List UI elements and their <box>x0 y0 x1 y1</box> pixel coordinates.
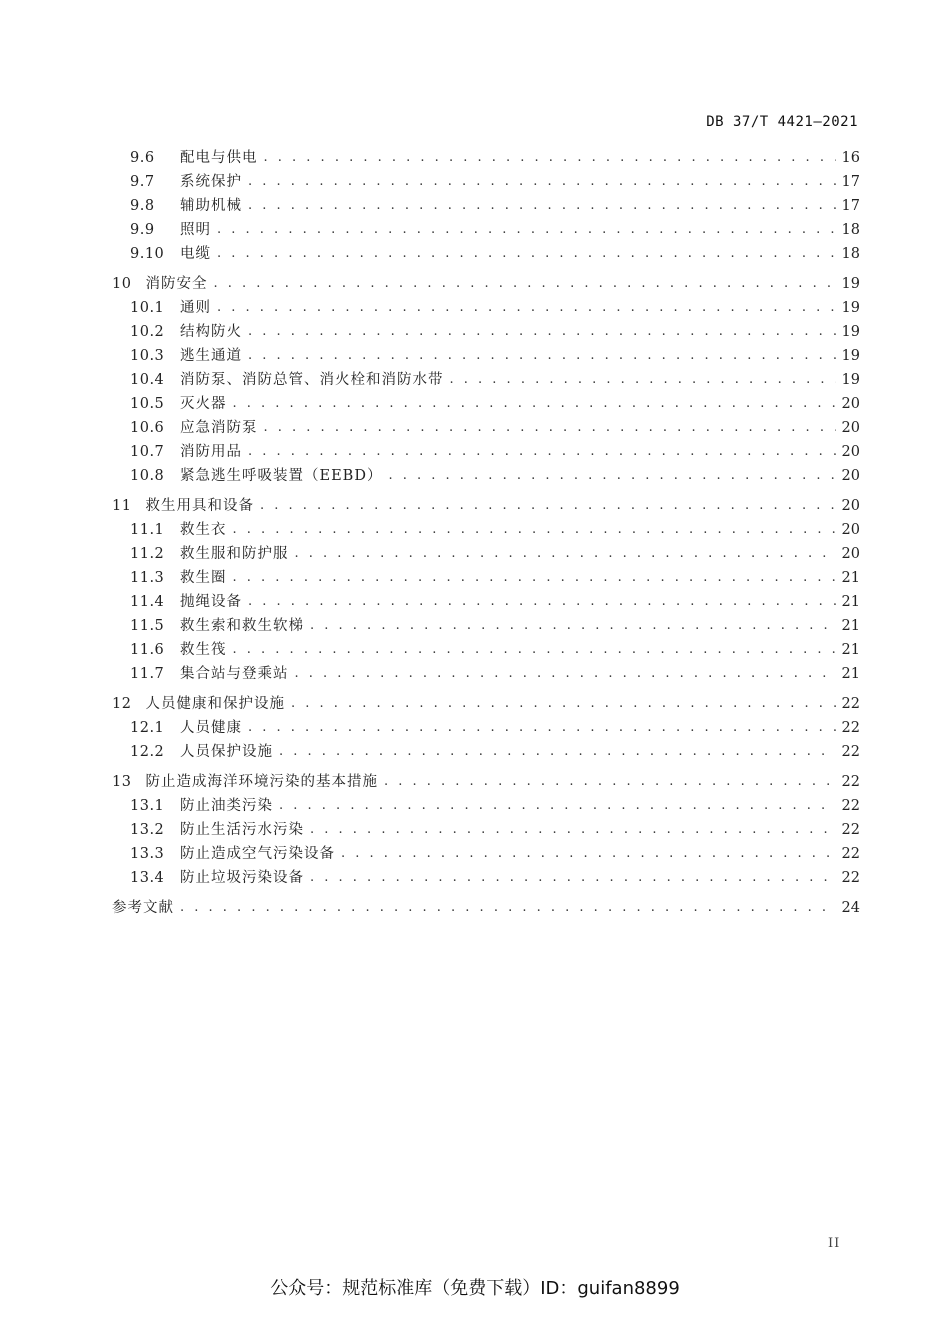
toc-entry-number: 11 <box>112 498 132 514</box>
toc-entry-page: 22 <box>841 798 860 814</box>
toc-entry-title: 结构防火 <box>180 324 242 340</box>
toc-entry-number: 12.2 <box>130 744 165 760</box>
toc-entry-number: 10.5 <box>130 396 165 412</box>
toc-section-entry[interactable] <box>112 842 860 866</box>
toc-entry-page: 19 <box>841 276 860 292</box>
toc-dot-leader <box>248 344 836 368</box>
toc-section-entry[interactable] <box>112 368 860 392</box>
toc-entry-title: 防止造成海洋环境污染的基本措施 <box>145 774 378 790</box>
toc-section-entry[interactable] <box>112 320 860 344</box>
toc-entry-title: 照明 <box>180 222 211 238</box>
toc-entry-number: 13.1 <box>130 798 165 814</box>
toc-entry-title: 集合站与登乘站 <box>180 666 289 682</box>
toc-dot-leader <box>233 392 836 416</box>
toc-entry-page: 21 <box>841 618 860 634</box>
toc-entry-page: 20 <box>841 468 860 484</box>
toc-entry-title: 消防安全 <box>145 276 208 292</box>
toc-entry-number: 10.2 <box>130 324 165 340</box>
toc-entry-page: 20 <box>841 444 860 460</box>
toc-dot-leader <box>310 866 836 890</box>
toc-dot-leader <box>279 794 836 818</box>
toc-dot-leader <box>217 296 836 320</box>
toc-dot-leader <box>248 590 836 614</box>
toc-entry-page: 17 <box>841 198 860 214</box>
toc-entry-number: 13 <box>112 774 132 790</box>
toc-entry-title: 防止垃圾污染设备 <box>180 870 304 886</box>
toc-entry-page: 19 <box>841 348 860 364</box>
toc-entry-page: 22 <box>841 774 860 790</box>
toc-entry-title: 参考文献 <box>112 900 174 916</box>
toc-dot-leader <box>264 146 836 170</box>
toc-entry-number: 10.6 <box>130 420 165 436</box>
toc-section-entry[interactable] <box>112 518 860 542</box>
toc-dot-leader <box>248 320 836 344</box>
toc-dot-leader <box>310 614 836 638</box>
toc-entry-number: 11.7 <box>130 666 165 682</box>
toc-entry-title: 防止油类污染 <box>180 798 273 814</box>
toc-entry-page: 21 <box>841 666 860 682</box>
toc-entry-number: 10.8 <box>130 468 165 484</box>
toc-entry-page: 19 <box>841 300 860 316</box>
toc-entry-page: 19 <box>841 324 860 340</box>
toc-section-entry[interactable] <box>112 614 860 638</box>
toc-dot-leader <box>248 440 836 464</box>
toc-entry-page: 19 <box>841 372 860 388</box>
toc-dot-leader <box>213 272 835 296</box>
toc-section-entry[interactable] <box>112 716 860 740</box>
toc-dot-leader <box>291 692 836 716</box>
toc-entry-title: 救生服和防护服 <box>180 546 289 562</box>
toc-entry-number: 12 <box>112 696 132 712</box>
toc-dot-leader <box>248 194 836 218</box>
toc-dot-leader <box>233 518 836 542</box>
toc-entry-number: 11.1 <box>130 522 165 538</box>
toc-dot-leader <box>384 770 836 794</box>
toc-chapter-entry[interactable] <box>112 692 860 716</box>
toc-entry-page: 22 <box>841 822 860 838</box>
toc-chapter-entry[interactable] <box>112 494 860 518</box>
toc-entry-page: 20 <box>841 522 860 538</box>
toc-entry-page: 16 <box>841 150 860 166</box>
toc-dot-leader <box>248 716 836 740</box>
toc-section-entry[interactable] <box>112 440 860 464</box>
toc-section-entry[interactable] <box>112 566 860 590</box>
toc-entry-page: 20 <box>841 498 860 514</box>
toc-section-entry[interactable] <box>112 170 860 194</box>
toc-dot-leader <box>217 218 836 242</box>
toc-entry-number: 9.6 <box>130 150 155 166</box>
toc-entry-title: 人员保护设施 <box>180 744 273 760</box>
toc-entry-title: 防止生活污水污染 <box>180 822 304 838</box>
toc-entry-page: 21 <box>841 642 860 658</box>
page-number: II <box>828 1236 841 1251</box>
toc-entry-title: 辅助机械 <box>180 198 242 214</box>
toc-entry-title: 应急消防泵 <box>180 420 258 436</box>
toc-dot-leader <box>388 464 835 488</box>
toc-entry-number: 11.4 <box>130 594 165 610</box>
toc-entry-number: 9.10 <box>130 246 165 262</box>
toc-entry-title: 救生筏 <box>180 642 227 658</box>
toc-dot-leader <box>310 818 836 842</box>
toc-dot-leader <box>260 494 836 518</box>
toc-entry-number: 13.3 <box>130 846 165 862</box>
toc-chapter-entry[interactable] <box>112 272 860 296</box>
toc-entry-page: 22 <box>841 870 860 886</box>
toc-section-entry[interactable] <box>112 344 860 368</box>
toc-dot-leader <box>233 638 836 662</box>
toc-entry-number: 9.7 <box>130 174 155 190</box>
toc-entry-page: 17 <box>841 174 860 190</box>
toc-entry-page: 18 <box>841 246 860 262</box>
toc-entry-title: 系统保护 <box>180 174 242 190</box>
toc-entry-number: 9.9 <box>130 222 155 238</box>
toc-entry-title: 通则 <box>180 300 211 316</box>
toc-section-entry[interactable] <box>112 392 860 416</box>
toc-section-entry[interactable] <box>112 638 860 662</box>
toc-entry-page: 20 <box>841 546 860 562</box>
toc-entry-number: 10.7 <box>130 444 165 460</box>
toc-entry-number: 10.3 <box>130 348 165 364</box>
toc-entry-title: 救生衣 <box>180 522 227 538</box>
toc-entry-page: 20 <box>841 420 860 436</box>
toc-section-entry[interactable] <box>112 296 860 320</box>
toc-entry-page: 22 <box>841 696 860 712</box>
toc-dot-leader <box>180 896 836 920</box>
toc-dot-leader <box>279 740 836 764</box>
toc-section-entry[interactable] <box>112 242 860 266</box>
toc-entry-number: 12.1 <box>130 720 165 736</box>
toc-entry-title: 逃生通道 <box>180 348 242 364</box>
toc-dot-leader <box>264 416 836 440</box>
toc-section-entry[interactable] <box>112 818 860 842</box>
toc-entry-title: 配电与供电 <box>180 150 258 166</box>
toc-entry-title: 人员健康和保护设施 <box>145 696 285 712</box>
toc-section-entry[interactable] <box>112 866 860 890</box>
toc-entry-page: 18 <box>841 222 860 238</box>
footer-watermark-text: 公众号：规范标准库（免费下载）ID：guifan8899 <box>270 1278 680 1299</box>
toc-dot-leader <box>233 566 836 590</box>
toc-entry-number: 10 <box>112 276 132 292</box>
toc-entry-number: 10.4 <box>130 372 165 388</box>
toc-entry-number: 11.6 <box>130 642 165 658</box>
document-code: DB 37/T 4421—2021 <box>706 114 858 130</box>
toc-entry-number: 11.3 <box>130 570 165 586</box>
toc-section-entry[interactable] <box>112 194 860 218</box>
toc-section-entry[interactable] <box>112 416 860 440</box>
toc-section-entry[interactable] <box>112 740 860 764</box>
toc-entry-title: 灭火器 <box>180 396 227 412</box>
toc-dot-leader <box>295 542 836 566</box>
toc-dot-leader <box>450 368 836 392</box>
toc-entry-title: 消防用品 <box>180 444 242 460</box>
toc-entry-title: 救生用具和设备 <box>145 498 254 514</box>
toc-entry-title: 消防泵、消防总管、消火栓和消防水带 <box>180 372 444 388</box>
toc-entry-number: 9.8 <box>130 198 155 214</box>
toc-entry-page: 22 <box>841 744 860 760</box>
toc-entry-page: 20 <box>841 396 860 412</box>
toc-entry-title: 人员健康 <box>180 720 242 736</box>
toc-entry-page: 21 <box>841 570 860 586</box>
toc-section-entry[interactable] <box>112 662 860 686</box>
toc-entry-title: 救生圈 <box>180 570 227 586</box>
toc-dot-leader <box>217 242 836 266</box>
toc-entry-title: 电缆 <box>180 246 211 262</box>
toc-chapter-entry[interactable] <box>112 770 860 794</box>
toc-entry-title: 紧急逃生呼吸装置（EEBD） <box>180 468 383 484</box>
toc-dot-leader <box>341 842 836 866</box>
toc-section-entry[interactable] <box>112 542 860 566</box>
toc-section-entry[interactable] <box>112 464 860 488</box>
toc-entry-number: 11.2 <box>130 546 165 562</box>
toc-dot-leader <box>248 170 836 194</box>
toc-section-entry[interactable] <box>112 218 860 242</box>
toc-entry-title: 防止造成空气污染设备 <box>180 846 335 862</box>
toc-entry-page: 22 <box>841 720 860 736</box>
toc-entry-page: 24 <box>841 900 860 916</box>
toc-entry-number: 10.1 <box>130 300 165 316</box>
table-of-contents <box>112 146 860 920</box>
toc-entry-page: 22 <box>841 846 860 862</box>
toc-entry-number: 13.2 <box>130 822 165 838</box>
toc-entry-title: 抛绳设备 <box>180 594 242 610</box>
toc-section-entry[interactable] <box>112 146 860 170</box>
toc-entry-title: 救生索和救生软梯 <box>180 618 304 634</box>
toc-chapter-entry[interactable] <box>112 896 860 920</box>
toc-entry-number: 11.5 <box>130 618 165 634</box>
toc-section-entry[interactable] <box>112 794 860 818</box>
toc-entry-page: 21 <box>841 594 860 610</box>
toc-dot-leader <box>295 662 836 686</box>
toc-section-entry[interactable] <box>112 590 860 614</box>
toc-entry-number: 13.4 <box>130 870 165 886</box>
